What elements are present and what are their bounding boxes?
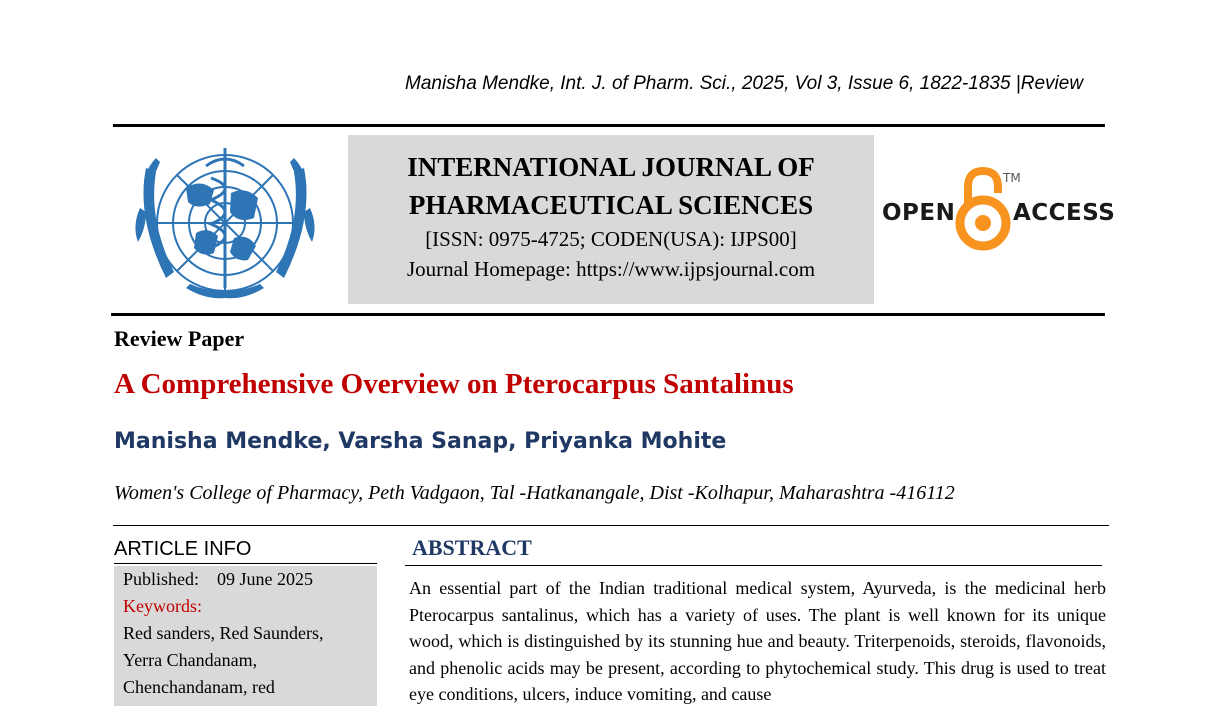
article-info-box	[114, 566, 377, 706]
open-access-trademark: TM	[1003, 171, 1021, 185]
paper-type-label: Review Paper	[114, 326, 245, 351]
keywords-line: Red sanders, Red Saunders,	[123, 623, 324, 643]
journal-title-box	[348, 135, 874, 304]
paper-affiliation: Women's College of Pharmacy, Peth Vadgaon, Tal -Hatkanangale, Dist -Kolhapur, Maharashtra -416112	[114, 482, 955, 504]
abstract-rule	[405, 565, 1102, 566]
paper-title: A Comprehensive Overview on Pterocarpus Santalinus	[114, 368, 794, 400]
abstract-text: An essential part of the Indian traditional medical system, Ayurveda, is the medicinal herb Pterocarpus santalinus, which has a variety of uses. The plant is well known for its unique wood, which is distinguished by its stunning hue and beauty. Triterpenoids, steroids, flavonoids, and phenolic acids may be present, according to phytochemical study. This drug is used to treat eye conditions, ulcers, induce vomiting, and cause	[409, 578, 1106, 704]
header-top-rule	[113, 124, 1105, 127]
journal-homepage: Journal Homepage: https://www.ijpsjournal.com	[406, 257, 816, 281]
article-info-heading: ARTICLE INFO	[114, 538, 252, 560]
journal-name-line1: INTERNATIONAL JOURNAL OF	[407, 152, 815, 182]
abstract-heading: ABSTRACT	[412, 535, 532, 560]
paper-authors: Manisha Mendke, Varsha Sanap, Priyanka Mohite	[114, 429, 727, 454]
keywords-label: Keywords:	[123, 596, 202, 616]
header-bottom-rule	[111, 313, 1105, 316]
keywords-line: Yerra Chandanam,	[123, 650, 258, 670]
running-head-citation: Manisha Mendke, Int. J. of Pharm. Sci., 2025, Vol 3, Issue 6, 1822-1835 |Review	[405, 73, 1084, 94]
open-access-word-open: OPEN	[882, 200, 956, 226]
published-row	[123, 566, 377, 593]
un-emblem-logo	[126, 138, 324, 308]
journal-issn: [ISSN: 0975-4725; CODEN(USA): IJPS00]	[425, 227, 797, 251]
keywords-line: Chenchandanam, red	[123, 677, 275, 697]
open-access-logo	[880, 165, 1116, 255]
published-date: 09 June 2025	[217, 569, 314, 589]
journal-name-line2: PHARMACEUTICAL SCIENCES	[408, 190, 814, 220]
affiliation-rule	[113, 525, 1109, 526]
published-label: Published:	[123, 569, 200, 589]
article-info-rule	[114, 563, 377, 564]
open-access-word-access: ACCESS	[1013, 200, 1116, 226]
